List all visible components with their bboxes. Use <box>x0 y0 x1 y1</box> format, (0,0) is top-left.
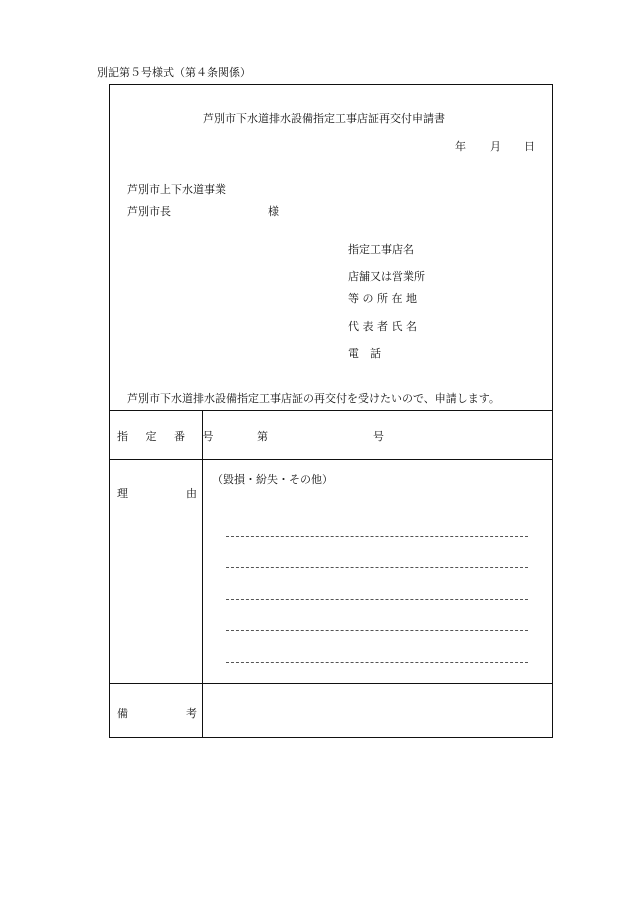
designation-suffix: 号 <box>373 430 384 443</box>
addressee-honorific: 様 <box>268 205 279 218</box>
row-divider-2 <box>109 683 553 684</box>
table-top-line <box>109 410 553 411</box>
reason-line-5 <box>226 662 528 663</box>
form-title: 芦別市下水道排水設備指定工事店証再交付申請書 <box>203 112 445 125</box>
reason-line-2 <box>226 567 528 568</box>
column-divider <box>202 410 203 738</box>
reason-label-b: 由 <box>186 487 197 500</box>
designation-prefix: 第 <box>257 430 268 443</box>
applicant-representative-label: 代 表 者 氏 名 <box>348 320 417 333</box>
row-divider-1 <box>109 459 553 460</box>
date-month: 月 <box>490 140 501 153</box>
remarks-label-b: 考 <box>186 707 197 720</box>
date-day: 日 <box>524 140 535 153</box>
designation-number-label: 指 定 番 号 <box>117 430 221 443</box>
applicant-phone-label: 電 話 <box>348 347 381 360</box>
addressee-line2: 芦別市長 <box>127 205 171 218</box>
reason-hint: （毀損・紛失・その他） <box>212 473 333 486</box>
applicant-address-label-2: 等 の 所 在 地 <box>348 292 417 305</box>
reason-label-a: 理 <box>117 487 128 500</box>
date-year: 年 <box>455 140 466 153</box>
applicant-address-label-1: 店舗又は営業所 <box>348 270 425 283</box>
reason-line-4 <box>226 630 528 631</box>
application-statement: 芦別市下水道排水設備指定工事店証の再交付を受けたいので、申請します。 <box>127 392 500 405</box>
addressee-line1: 芦別市上下水道事業 <box>127 183 226 196</box>
applicant-shop-name-label: 指定工事店名 <box>348 243 414 256</box>
reason-line-1 <box>226 536 528 537</box>
form-number: 別記第５号様式（第４条関係） <box>97 66 251 79</box>
reason-line-3 <box>226 599 528 600</box>
remarks-label-a: 備 <box>117 707 128 720</box>
